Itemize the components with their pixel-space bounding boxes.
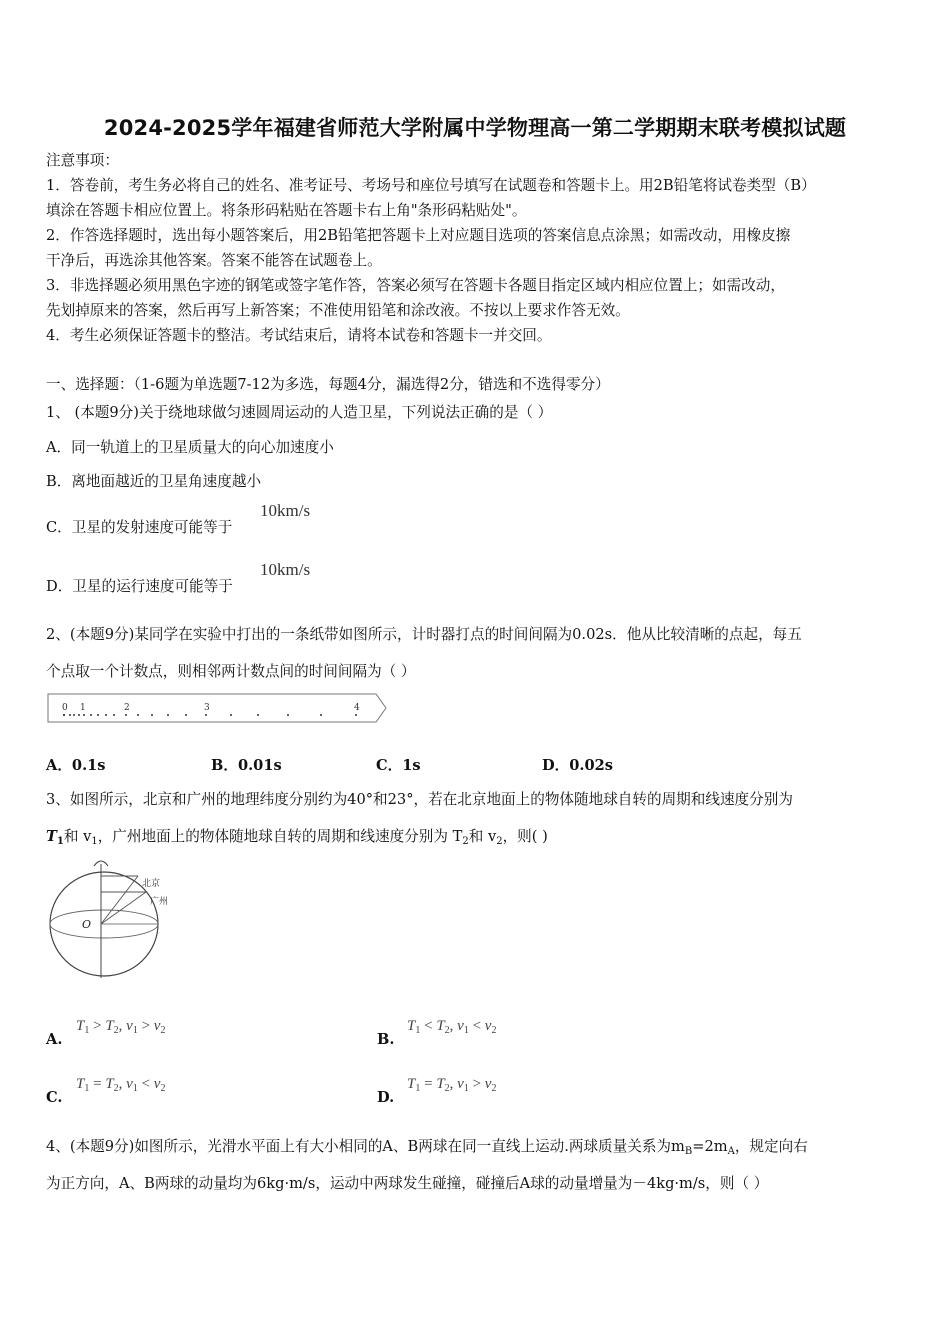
question-1-option-c-value: 10km/s: [260, 501, 311, 520]
notice-line: 干净后，再选涂其他答案。答案不能答在试题卷上。: [46, 252, 382, 269]
question-3-option-c-label: C.: [46, 1089, 63, 1106]
question-3-option-b-math: $T_1 < T_2$, $v_1 < v_2$: [407, 1018, 497, 1036]
earth-figure: [46, 856, 186, 981]
paper-tape-outline: [48, 694, 386, 722]
question-2-option-d: D．0.02s: [542, 757, 614, 774]
question-3-option-d-math: $T_1 = T_2$, $v_1 > v_2$: [407, 1076, 497, 1094]
notice-line: 先划掉原来的答案，然后再写上新答案；不准使用铅笔和涂改液。不按以上要求作答无效。: [46, 302, 630, 319]
question-3-stem-line2: $T_1$和 $v_1$，广州地面上的物体随地球自转的周期和线速度分别为 $T_2$和 $v_2$，则( ): [46, 828, 548, 847]
question-2-option-a: A．0.1s: [46, 757, 106, 774]
page-title: 2024-2025学年福建省师范大学附属中学物理高一第二学期期末联考模拟试题: [103, 116, 847, 140]
question-4-stem-line2: 为正方向，A、B两球的动量均为6kg·m/s，运动中两球发生碰撞，碰撞后A球的动量增量为－4kg·m/s，则（ ）: [46, 1175, 769, 1192]
question-3-option-a-label: A.: [46, 1031, 63, 1048]
tape-label-0: 0: [62, 703, 68, 713]
question-3-option-b-label: B.: [377, 1031, 395, 1048]
tape-label-3: 3: [204, 703, 210, 713]
question-2-option-c: C．1s: [376, 757, 421, 774]
question-2-stem-line1: 2、(本题9分)某同学在实验中打出的一条纸带如图所示，计时器打点的时间间隔为0.02s．他从比较清晰的点起，每五: [46, 626, 802, 643]
section-heading: 一、选择题：（1-6题为单选题7-12为多选，每题4分，漏选得2分，错选和不选得零分）: [46, 376, 610, 393]
question-3-option-d-label: D.: [377, 1089, 395, 1106]
notice-line: 填涂在答题卡相应位置上。将条形码粘贴在答题卡右上角"条形码粘贴处"。: [46, 202, 527, 219]
question-1-option-d-value: 10km/s: [260, 560, 311, 579]
question-1-option-a: A．同一轨道上的卫星质量大的向心加速度小: [46, 439, 334, 456]
question-1-option-c: C．卫星的发射速度可能等于: [46, 519, 233, 536]
question-2-option-b: B．0.01s: [211, 757, 282, 774]
tape-label-2: 2: [124, 703, 130, 713]
question-1-option-d: D．卫星的运行速度可能等于: [46, 578, 233, 595]
question-1-stem: 1、 (本题9分)关于绕地球做匀速圆周运动的人造卫星，下列说法正确的是（ ）: [46, 404, 553, 421]
question-2-stem-line2: 个点取一个计数点，则相邻两计数点间的时间间隔为（ ）: [46, 663, 416, 680]
question-3-stem-line1: 3、如图所示，北京和广州的地理纬度分别约为40°和23°，若在北京地面上的物体随地球自转的周期和线速度分别为: [46, 791, 793, 808]
notice-line: 3．非选择题必须用黑色字迹的钢笔或签字笔作答，答案必须写在答题卡各题目指定区域内相应位置上；如需改动，: [46, 277, 785, 294]
tape-label-1: 1: [80, 703, 86, 713]
label-beijing: 北京: [142, 879, 161, 889]
label-center-o: O: [82, 918, 92, 931]
notice-line: 1．答卷前，考生务必将自己的姓名、准考证号、考场号和座位号填写在试题卷和答题卡上。用2B铅笔将试卷类型（B）: [46, 177, 816, 194]
tape-label-4: 4: [354, 703, 360, 713]
tape-dots: [63, 714, 357, 716]
notice-line: 4．考生必须保证答题卡的整洁。考试结束后，请将本试卷和答题卡一并交回。: [46, 327, 552, 344]
notice-line: 2．作答选择题时，选出每小题答案后，用2B铅笔把答题卡上对应题目选项的答案信息点涂黑；如需改动，用橡皮擦: [46, 227, 791, 244]
paper-tape-figure: [46, 690, 391, 726]
question-3-option-c-math: $T_1 = T_2$, $v_1 < v_2$: [76, 1076, 166, 1094]
question-4-stem-line1: 4、(本题9分)如图所示，光滑水平面上有大小相同的A、B两球在同一直线上运动.两球质量关系为$m_B=2m_A$，规定向右: [46, 1138, 808, 1157]
question-3-option-a-math: $T_1 > T_2$, $v_1 > v_2$: [76, 1018, 166, 1036]
question-1-option-b: B．离地面越近的卫星角速度越小: [46, 473, 262, 490]
notice-heading: 注意事项：: [46, 152, 119, 169]
label-guangzhou: 广州: [150, 897, 169, 907]
